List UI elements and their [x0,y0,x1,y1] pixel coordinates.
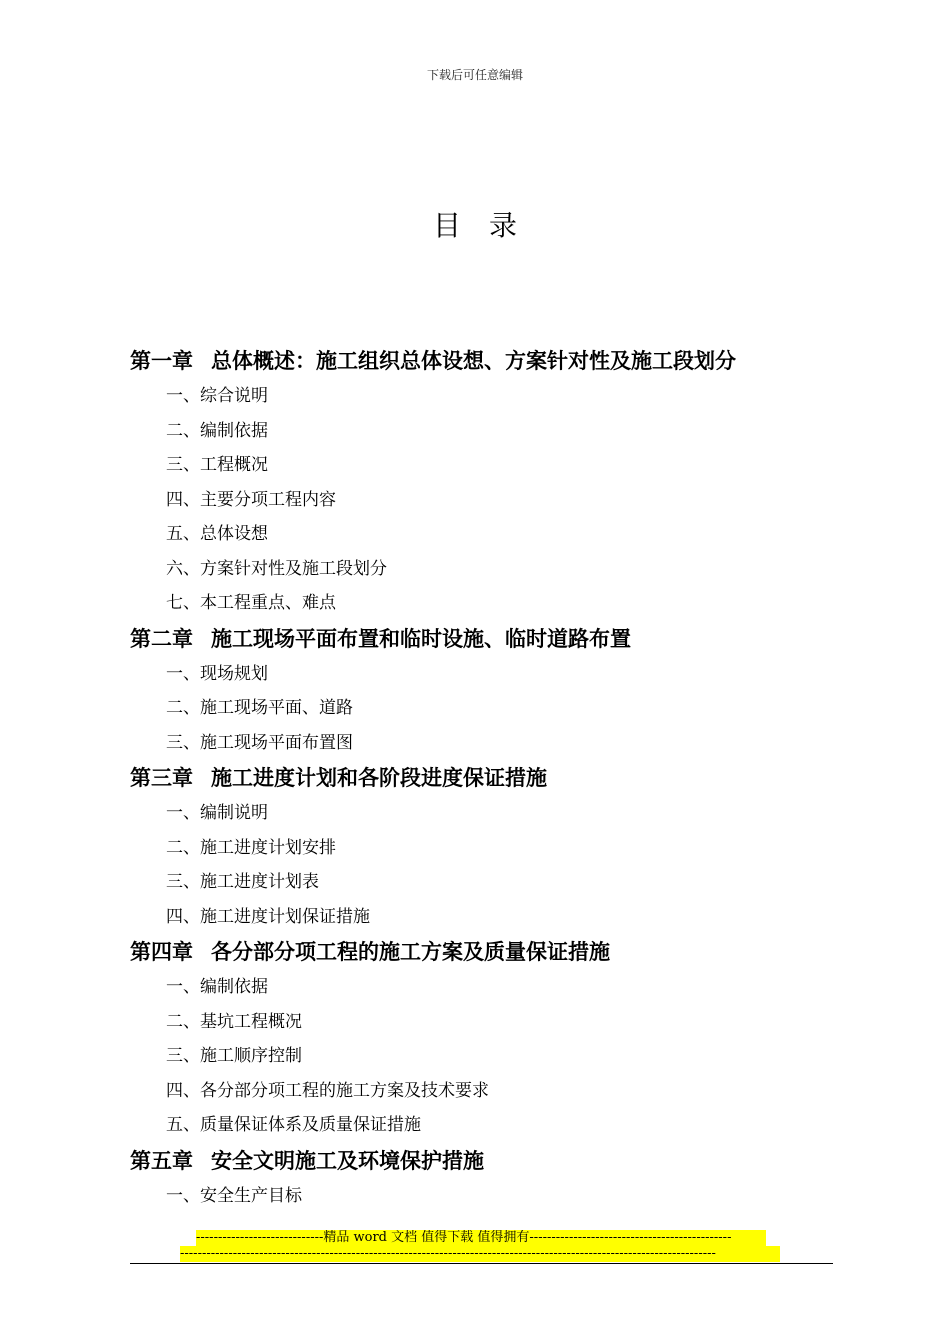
toc-item[interactable]: 一、综合说明 [166,386,268,406]
toc-item[interactable]: 二、编制依据 [166,420,268,441]
chapter-heading[interactable] [130,1143,830,1179]
chapter-number: 第五章 [130,1148,193,1173]
chapter-title: 总体概述：施工组织总体设想、方案针对性及施工段划分 [211,349,736,373]
toc-item[interactable]: 三、施工顺序控制 [166,1046,302,1066]
footer-watermark-band [180,1230,780,1262]
chapter-title: 安全文明施工及环境保护措施 [211,1148,484,1173]
chapter-3 [130,760,830,934]
chapter-4 [130,934,830,1143]
toc-title: 目录 [432,209,545,242]
toc-item[interactable]: 五、总体设想 [166,524,268,544]
toc-item[interactable]: 四、施工进度计划保证措施 [166,906,370,927]
toc-item[interactable]: 四、各分部分项工程的施工方案及技术要求 [166,1080,489,1101]
chapter-5 [130,1143,830,1214]
chapter-heading[interactable] [130,934,830,970]
toc-item[interactable]: 七、本工程重点、难点 [166,593,336,613]
toc-item[interactable]: 四、主要分项工程内容 [166,489,336,510]
chapter-title: 施工现场平面布置和临时设施、临时道路布置 [211,626,631,651]
chapter-heading[interactable] [130,621,830,657]
chapter-title: 施工进度计划和各阶段进度保证措施 [211,766,547,790]
chapter-heading[interactable] [130,343,830,379]
toc-item[interactable]: 三、工程概况 [166,455,268,475]
chapter-number: 第四章 [130,940,193,964]
chapter-heading[interactable] [130,760,830,796]
chapter-number: 第一章 [130,349,193,373]
chapter-2 [130,621,830,761]
header-note: 下载后可任意编辑 [426,68,523,82]
footer-divider [130,1263,833,1264]
toc-item[interactable]: 一、现场规划 [166,663,268,684]
chapter-number: 第三章 [130,766,193,790]
footer-line-2: -------------------------------------------------------------------------------------------------------------------------- [180,1246,780,1262]
footer-line-1: -----------------------------精品 word 文档 值得下载 值得拥有---------------------------------------------- [196,1230,766,1246]
toc-item[interactable]: 六、方案针对性及施工段划分 [166,558,387,579]
toc-item[interactable]: 五、质量保证体系及质量保证措施 [166,1115,421,1135]
chapter-number: 第二章 [130,626,193,651]
toc-item[interactable]: 一、编制说明 [166,803,268,823]
toc-item[interactable]: 二、基坑工程概况 [166,1011,302,1032]
toc-item[interactable]: 三、施工进度计划表 [166,872,319,892]
chapter-1 [130,343,830,621]
toc-item[interactable]: 一、编制依据 [166,977,268,997]
table-of-contents [130,343,830,1213]
chapter-title: 各分部分项工程的施工方案及质量保证措施 [211,940,610,964]
toc-item[interactable]: 二、施工进度计划安排 [166,837,336,858]
toc-item[interactable]: 二、施工现场平面、道路 [166,698,353,718]
toc-item[interactable]: 三、施工现场平面布置图 [166,732,353,753]
toc-item[interactable]: 一、安全生产目标 [166,1185,302,1206]
